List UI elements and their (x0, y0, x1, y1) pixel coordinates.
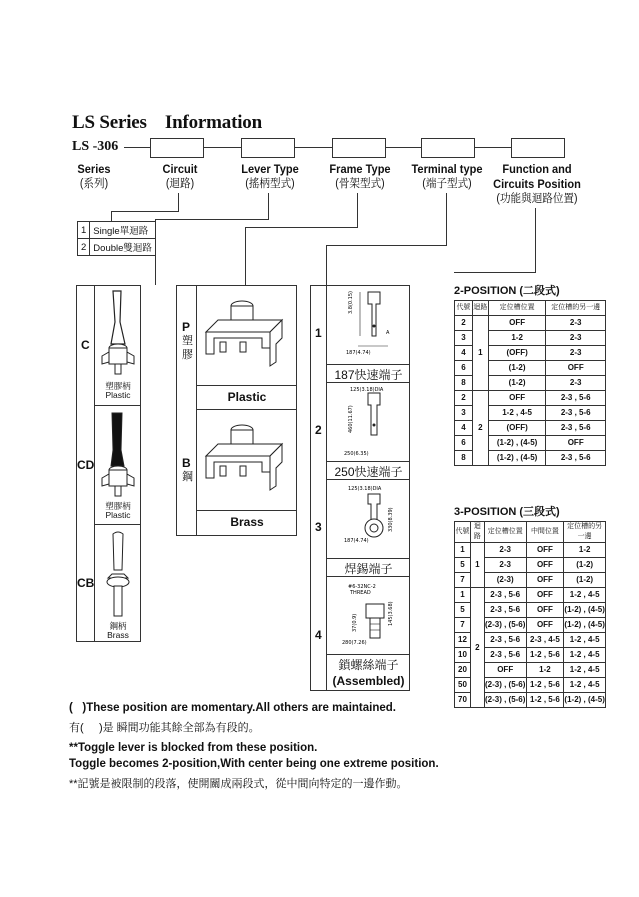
category-function: Function and Circuits Position (功能與迴路位置) (493, 162, 581, 205)
connector (446, 193, 447, 245)
lever-code-cd: CD (77, 458, 95, 472)
frame-brass-label: Brass (230, 515, 264, 529)
connector (111, 211, 179, 212)
page-title: LS Series Information (72, 112, 262, 133)
pos2-title: 2-POSITION (二段式) (454, 285, 560, 297)
connector (245, 227, 246, 285)
table-row: 50 (2-3) , (5-6) 1-2 , 5-6 1-2 , 4-5 (455, 678, 606, 693)
frame-code-box (332, 138, 386, 158)
table-row: 5 2-3 OFF (1-2) (455, 558, 606, 573)
table-row: 2 Double雙迴路 (78, 239, 156, 256)
table-row: 6 (1-2) OFF (455, 361, 606, 376)
terminal-187-label: 187快速端子 (334, 368, 403, 382)
table-row: 1 Single單迴路 (78, 222, 156, 239)
terminal-screw-label: 鎖螺絲端子 (Assembled) (332, 658, 405, 688)
table-row: 8 (1-2) , (4-5) 2-3 , 5-6 (455, 451, 606, 466)
terminal-code-4: 4 (315, 628, 322, 642)
terminal-solder-label: 焊錫端子 (344, 562, 393, 576)
dim-label: 250(6.35) (344, 451, 369, 457)
lever-cb-drawing (96, 530, 140, 618)
table-row: 8 (1-2) 2-3 (455, 376, 606, 391)
dim-label: 187(4.74) (346, 350, 371, 356)
dim-label: 145(3.68) (388, 601, 394, 626)
connector (454, 272, 536, 273)
table-row: 70 (2-3) , (5-6) 1-2 , 5-6 (1-2) , (4-5) (455, 693, 606, 708)
connector (111, 211, 112, 221)
dim-label: 125(3.18)DIA (350, 387, 384, 393)
table-row: 1 2 2-3 , 5-6 OFF 1-2 , 4-5 (455, 588, 606, 603)
frame-plastic-label: Plastic (227, 390, 267, 404)
table-row: 3 1-2 , 4-5 2-3 , 5-6 (455, 406, 606, 421)
note-momentary-zh: 有( )是 瞬間功能其餘全部為有段的。 (69, 722, 260, 734)
table-row: 5 2-3 , 5-6 OFF (1-2) , (4-5) (455, 603, 606, 618)
table-row: 2 2 OFF 2-3 , 5-6 (455, 391, 606, 406)
pos2-table (454, 300, 606, 466)
frame-plastic-drawing (200, 292, 294, 382)
terminal-code-2: 2 (315, 423, 322, 437)
table-row: 2 1 OFF 2-3 (455, 316, 606, 331)
note-two-position: Toggle becomes 2-position,With center being one extreme position. (69, 758, 439, 770)
table-header-row: 代號 迴路 定位槽位置 定位槽的另一邊 (455, 301, 606, 316)
table-header-row: 代號 迴路 定位槽位置 中間位置 定位槽的另一邊 (455, 522, 606, 543)
dim-label: A (386, 330, 390, 336)
lever-code-c: C (81, 338, 90, 352)
lever-c-drawing (96, 288, 140, 380)
terminal-code-3: 3 (315, 520, 322, 534)
table-row: 7 (2-3) OFF (1-2) (455, 573, 606, 588)
lever-cd-drawing (96, 410, 140, 500)
table-row: 6 (1-2) , (4-5) OFF (455, 436, 606, 451)
category-series: Series (系列) (77, 162, 111, 190)
dim-label: 125(3.18)DIA (348, 486, 382, 492)
connector (326, 245, 447, 246)
dim-label: 187(4.74) (344, 538, 369, 544)
note-momentary: ( )These position are momentary.All others are maintained. (69, 702, 396, 714)
lever-cd-caption: 塑膠柄 Plastic (105, 501, 131, 520)
connector (268, 193, 269, 219)
frame-code-b: B 鋼 (182, 456, 193, 483)
connector (245, 227, 358, 228)
connector (155, 219, 269, 220)
frame-code-p: P 塑膠 (182, 320, 193, 361)
lever-c-caption: 塑膠柄 Plastic (105, 381, 131, 400)
dim-label: 330(8.39) (388, 507, 394, 532)
dim-label: 460(11.67) (348, 405, 354, 433)
terminal-screw-drawing (330, 580, 408, 652)
table-row: 3 1-2 2-3 (455, 331, 606, 346)
lever-code-cb: CB (77, 576, 95, 590)
circuit-table (77, 221, 156, 256)
dim-label: #6-32NC-2 (348, 584, 376, 590)
dim-label: 280(7.26) (342, 640, 367, 646)
connector (357, 193, 358, 227)
connector (178, 193, 179, 211)
lever-code-box (241, 138, 295, 158)
table-row: 1 1 2-3 OFF 1-2 (455, 543, 606, 558)
table-row: 4 (OFF) 2-3 (455, 346, 606, 361)
category-terminal: Terminal type (端子型式) (411, 162, 483, 190)
function-code-box (511, 138, 565, 158)
terminal-250-drawing (330, 385, 408, 459)
table-row: 10 2-3 , 5-6 1-2 , 5-6 1-2 , 4-5 (455, 648, 606, 663)
note-two-position-zh: **記號是被限制的段落，使開關成兩段式，從中間向特定的一邊作動。 (69, 778, 408, 790)
terminal-code-box (421, 138, 475, 158)
lever-cb-caption: 鋼柄 Brass (107, 621, 129, 640)
terminal-187-drawing (330, 288, 408, 362)
dim-label: THREAD (350, 590, 371, 596)
note-blocked: **Toggle lever is blocked from these position. (69, 742, 318, 754)
terminal-code-1: 1 (315, 326, 322, 340)
pos3-title: 3-POSITION (三段式) (454, 506, 560, 518)
circuit-code-box (150, 138, 204, 158)
category-frame: Frame Type (骨架型式) (329, 162, 391, 190)
terminal-250-label: 250快速端子 (334, 465, 403, 479)
pos3-table (454, 521, 606, 708)
connector (535, 208, 536, 272)
table-row: 12 2-3 , 5-6 2-3 , 4-5 1-2 , 4-5 (455, 633, 606, 648)
category-circuit: Circuit (迴路) (162, 162, 198, 190)
category-lever: Lever Type (搖柄型式) (241, 162, 299, 190)
terminal-solder-drawing (330, 482, 408, 556)
table-row: 7 (2-3) , (5-6) OFF (1-2) , (4-5) (455, 618, 606, 633)
dim-label: 3.8(0.15) (348, 291, 354, 314)
model-number: LS -306 (72, 139, 119, 154)
connector (326, 245, 327, 285)
table-row: 4 (OFF) 2-3 , 5-6 (455, 421, 606, 436)
table-row: 20 OFF 1-2 1-2 , 4-5 (455, 663, 606, 678)
frame-brass-drawing (200, 416, 294, 506)
dim-label: 37(0.9) (352, 613, 358, 632)
